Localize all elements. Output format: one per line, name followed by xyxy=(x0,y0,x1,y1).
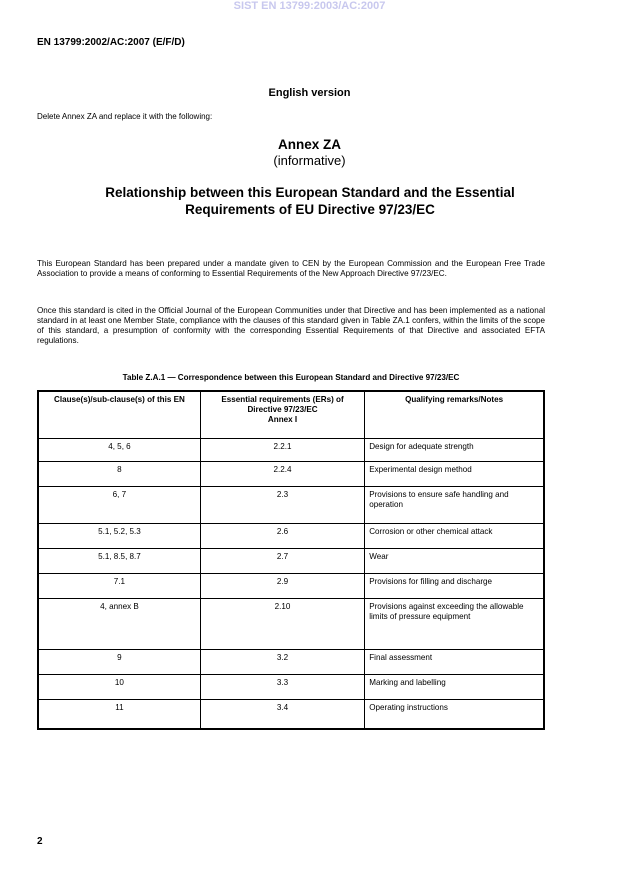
cell-remark: Marking and labelling xyxy=(365,675,544,700)
header-remarks: Qualifying remarks/Notes xyxy=(365,391,544,439)
cell-clause: 5.1, 5.2, 5.3 xyxy=(38,524,200,549)
relationship-title: Relationship between this European Standard and the Essential Requirements of EU Directive 97/23/EC xyxy=(105,185,515,217)
cell-clause: 11 xyxy=(38,700,200,729)
cell-requirement: 2.6 xyxy=(200,524,364,549)
watermark: SIST EN 13799:2003/AC:2007 xyxy=(233,0,386,12)
cell-remark: Design for adequate strength xyxy=(365,439,544,462)
table-caption: Table Z.A.1 — Correspondence between this European Standard and Directive 97/23/EC xyxy=(122,373,460,382)
paragraph: This European Standard has been prepared under a mandate given to CEN by the European Commission and the European Free Trade Association to provide a means of conforming to Essential Requirements of the New Approach Directive 97/23/EC. xyxy=(37,259,545,278)
table-row xyxy=(38,700,544,729)
table-row xyxy=(38,650,544,675)
table-row xyxy=(38,439,544,462)
cell-clause: 4, 5, 6 xyxy=(38,439,200,462)
cell-requirement: 3.4 xyxy=(200,700,364,729)
cell-clause: 5.1, 8.5, 8.7 xyxy=(38,549,200,574)
cell-clause: 4, annex B xyxy=(38,599,200,650)
cell-requirement: 3.2 xyxy=(200,650,364,675)
paragraph: Once this standard is cited in the Official Journal of the European Communities under that Directive and has been implemented as a national standard in at least one Member State, compliance with the clauses of this standard given in Table ZA.1 confers, within the limits of the scope of this standard, a presumption of conformity with the corresponding Essential Requirements of that Directive and associated EFTA regulations. xyxy=(37,306,545,345)
table-row xyxy=(38,462,544,487)
cell-remark: Corrosion or other chemical attack xyxy=(365,524,544,549)
version-heading: English version xyxy=(268,87,351,99)
cell-clause: 6, 7 xyxy=(38,487,200,524)
cell-requirement: 2.2.1 xyxy=(200,439,364,462)
annex-type: (informative) xyxy=(273,153,346,168)
cell-remark: Operating instructions xyxy=(365,700,544,729)
header-annex: Annex I xyxy=(267,415,298,424)
header-clauses: Clause(s)/sub-clause(s) of this EN xyxy=(38,391,200,439)
cell-remark: Provisions to ensure safe handling and operation xyxy=(365,487,544,524)
cell-requirement: 2.3 xyxy=(200,487,364,524)
cell-requirement: 2.9 xyxy=(200,574,364,599)
cell-remark: Provisions against exceeding the allowable limits of pressure equipment xyxy=(365,599,544,650)
cell-requirement: 2.7 xyxy=(200,549,364,574)
table-row xyxy=(38,487,544,524)
table-row xyxy=(38,675,544,700)
cell-remark: Final assessment xyxy=(365,650,544,675)
table-header-row xyxy=(38,391,544,439)
cell-clause: 10 xyxy=(38,675,200,700)
cell-clause: 8 xyxy=(38,462,200,487)
cell-requirement: 3.3 xyxy=(200,675,364,700)
table-row xyxy=(38,574,544,599)
cell-requirement: 2.2.4 xyxy=(200,462,364,487)
table-row xyxy=(38,549,544,574)
table-row xyxy=(38,524,544,549)
cell-requirement: 2.10 xyxy=(200,599,364,650)
cell-remark: Provisions for filling and discharge xyxy=(365,574,544,599)
document-id: EN 13799:2002/AC:2007 (E/F/D) xyxy=(37,37,185,48)
page-number: 2 xyxy=(37,836,43,847)
instruction-text: Delete Annex ZA and replace it with the following: xyxy=(37,112,213,121)
header-essential-requirements xyxy=(200,391,364,439)
cell-clause: 9 xyxy=(38,650,200,675)
table-row xyxy=(38,599,544,650)
header-er-text: Essential requirements (ERs) of Directive 97/23/EC xyxy=(221,395,344,414)
cell-remark: Experimental design method xyxy=(365,462,544,487)
correspondence-table xyxy=(37,390,545,730)
cell-clause: 7.1 xyxy=(38,574,200,599)
cell-remark: Wear xyxy=(365,549,544,574)
annex-title: Annex ZA xyxy=(277,137,341,152)
